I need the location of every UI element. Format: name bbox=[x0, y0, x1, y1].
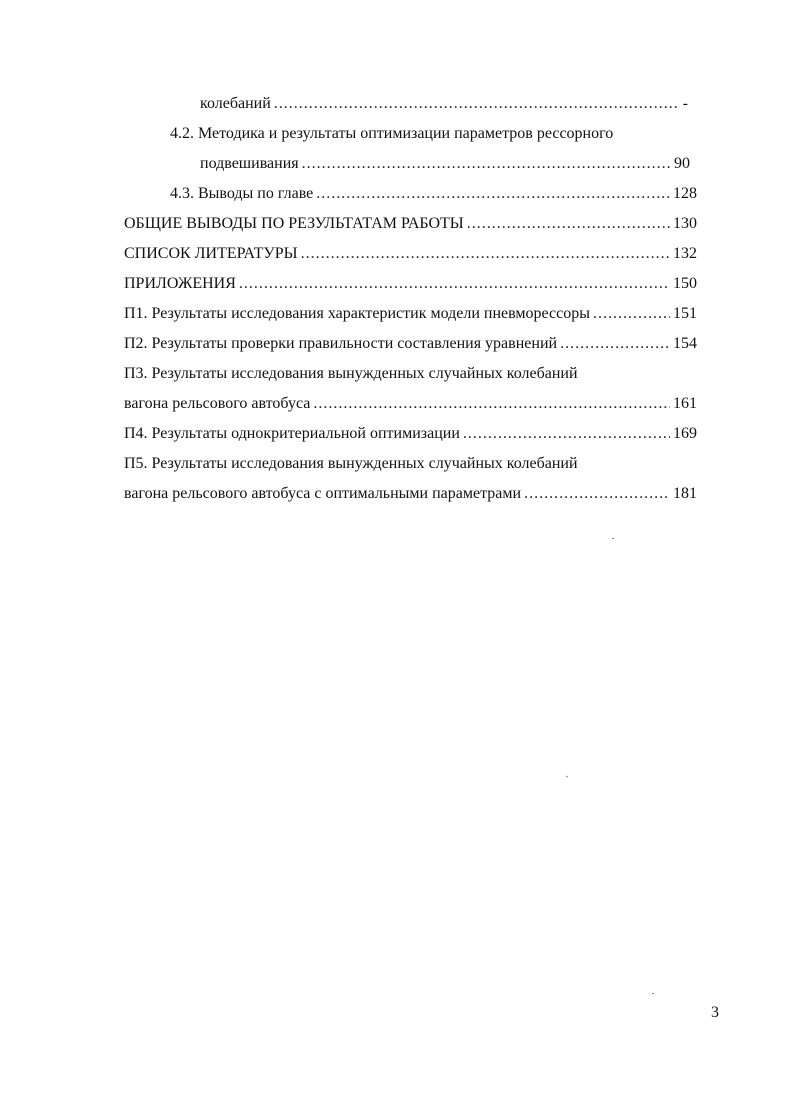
toc-entry-kolebaniy bbox=[200, 94, 688, 114]
toc-entry-page: 132 bbox=[673, 245, 697, 262]
toc-entry-text: 4.3. Выводы по главе bbox=[170, 185, 314, 202]
toc-entry-page: 150 bbox=[673, 275, 697, 292]
toc-entry-page: 154 bbox=[673, 335, 697, 352]
toc-entry-p1 bbox=[124, 304, 697, 324]
toc-entry-text: П2. Результаты проверки правильности составления уравнений bbox=[124, 335, 558, 352]
toc-entry-conclusions bbox=[124, 214, 697, 234]
toc-entry-page: 128 bbox=[673, 185, 697, 202]
toc-entry-p4 bbox=[124, 424, 697, 444]
toc-leader-dots bbox=[274, 94, 680, 114]
toc-leader-dots bbox=[302, 154, 671, 174]
toc-entry-text: П4. Результаты однокритериальной оптимизации bbox=[124, 425, 460, 442]
toc-entry-appendices bbox=[124, 274, 697, 294]
toc-leader-dots bbox=[524, 484, 670, 504]
toc-entry-references bbox=[124, 244, 697, 264]
toc-entry-p2 bbox=[124, 334, 697, 354]
toc-leader-dots bbox=[467, 214, 670, 234]
toc-leader-dots bbox=[239, 274, 670, 294]
toc-entry-p3-line1: П3. Результаты исследования вынужденных случайных колебаний bbox=[124, 365, 578, 382]
toc-leader-dots bbox=[301, 244, 670, 264]
toc-entry-text: П1. Результаты исследования характеристик модели пневморессоры bbox=[124, 305, 590, 322]
toc-leader-dots bbox=[560, 334, 670, 354]
toc-entry-text: вагона рельсового автобуса bbox=[124, 395, 311, 412]
toc-entry-text: колебаний bbox=[200, 95, 271, 112]
toc-entry-p5 bbox=[124, 484, 697, 504]
toc-entry-page: 151 bbox=[673, 305, 697, 322]
toc-leader-dots bbox=[463, 424, 670, 444]
toc-entry-p5-line1: П5. Результаты исследования вынужденных случайных колебаний bbox=[124, 455, 578, 472]
toc-entry-text: СПИСОК ЛИТЕРАТУРЫ bbox=[124, 245, 298, 262]
toc-entry-page: 90 bbox=[674, 155, 690, 172]
toc-entry-page: 161 bbox=[673, 395, 697, 412]
toc-entry-page: 181 bbox=[673, 485, 697, 502]
scan-speck bbox=[612, 538, 614, 539]
scan-speck bbox=[566, 776, 568, 778]
toc-entry-4-2 bbox=[200, 154, 690, 174]
toc-entry-4-3 bbox=[170, 184, 697, 204]
toc-entry-page: 130 bbox=[673, 215, 697, 232]
toc-entry-text: ОБЩИЕ ВЫВОДЫ ПО РЕЗУЛЬТАТАМ РАБОТЫ bbox=[124, 215, 464, 232]
toc-entry-text: подвешивания bbox=[200, 155, 299, 172]
toc-entry-page: 169 bbox=[673, 425, 697, 442]
scan-speck bbox=[652, 993, 654, 994]
toc-leader-dots bbox=[593, 304, 670, 324]
toc-entry-page: - bbox=[682, 95, 688, 112]
page-number: 3 bbox=[711, 1004, 719, 1021]
toc-entry-text: ПРИЛОЖЕНИЯ bbox=[124, 275, 236, 292]
toc-entry-p3 bbox=[124, 394, 697, 414]
toc-entry-text: вагона рельсового автобуса с оптимальными параметрами bbox=[124, 485, 522, 502]
toc-entry-4-2-line1: 4.2. Методика и результаты оптимизации параметров рессорного bbox=[170, 125, 614, 142]
toc-leader-dots bbox=[313, 394, 670, 414]
toc-leader-dots bbox=[316, 184, 670, 204]
